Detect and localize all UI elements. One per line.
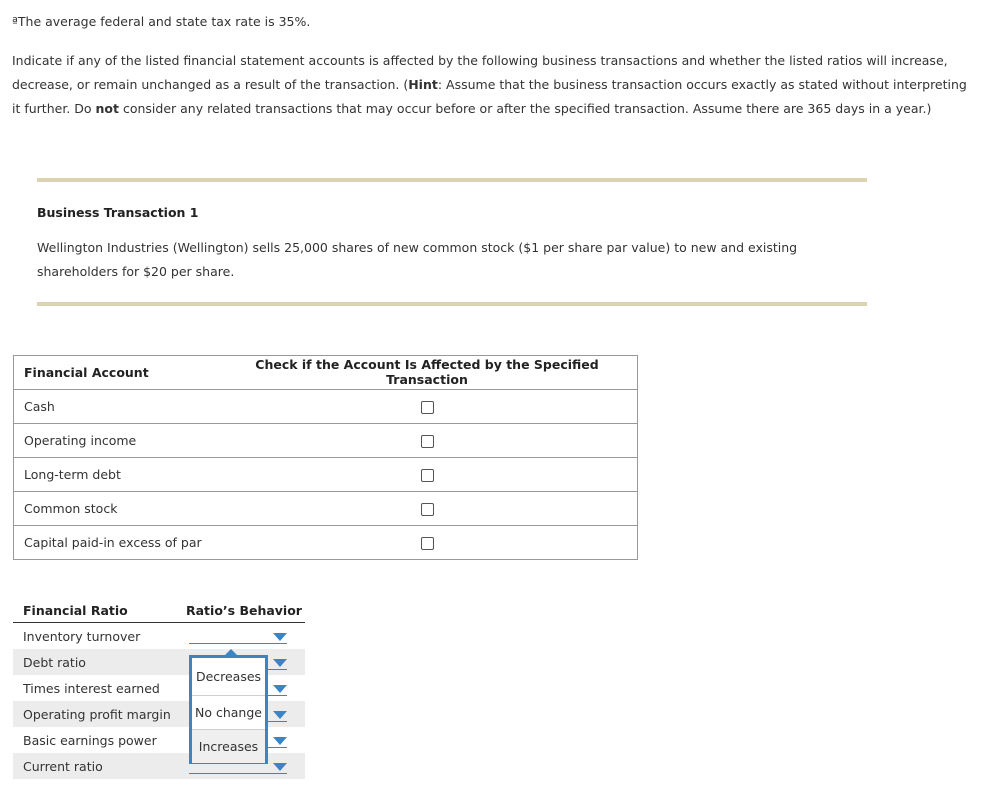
instructions — [12, 49, 972, 121]
not-word: not — [95, 101, 119, 116]
divider-bottom — [37, 302, 867, 306]
chevron-down-icon — [273, 633, 287, 641]
account-label: Cash — [14, 390, 218, 424]
table-row — [14, 390, 638, 424]
table-row — [14, 526, 638, 560]
ratio-label: Operating profit margin — [23, 707, 171, 722]
ratio-header: Financial Ratio — [23, 603, 128, 618]
option-increases[interactable]: Increases — [192, 730, 265, 763]
account-label: Capital paid-in excess of par — [14, 526, 218, 560]
affected-checkbox[interactable] — [421, 503, 434, 516]
table-row — [14, 492, 638, 526]
affected-checkbox[interactable] — [421, 537, 434, 550]
ratio-label: Debt ratio — [23, 655, 86, 670]
account-table — [13, 355, 638, 560]
chevron-down-icon — [273, 737, 287, 745]
account-label: Long-term debt — [14, 458, 218, 492]
ratio-label: Inventory turnover — [23, 629, 141, 644]
table-row — [14, 458, 638, 492]
account-header: Financial Account — [14, 356, 218, 390]
account-label: Common stock — [14, 492, 218, 526]
affected-checkbox[interactable] — [421, 401, 434, 414]
account-label: Operating income — [14, 424, 218, 458]
option-decreases[interactable]: Decreases — [195, 669, 262, 684]
behavior-dropdown[interactable] — [189, 627, 287, 644]
transaction-title: Business Transaction 1 — [37, 205, 199, 220]
ratio-label: Times interest earned — [23, 681, 160, 696]
check-header: Check if the Account Is Affected by the Specified Transaction — [217, 356, 638, 390]
intro-text-3: consider any related transactions that may occur before or after the specified transaction. Assume there are 365 days in a year.) — [118, 101, 932, 116]
option-no-change[interactable]: No change — [192, 695, 265, 730]
chevron-down-icon — [273, 711, 287, 719]
dropdown-popup — [189, 655, 268, 764]
divider-top — [37, 178, 867, 182]
ratio-row — [13, 623, 305, 649]
chevron-down-icon — [273, 685, 287, 693]
chevron-down-icon — [273, 763, 287, 771]
intro-text-1: Indicate if any of the listed financial statement accounts is affected by the following business transactions and whether the listed ratios will increase, decrease, or remain unchanged as a result of the transaction. ( — [12, 53, 948, 92]
transaction-text: Wellington Industries (Wellington) sells 25,000 shares of new common stock ($1 per share par value) to new and existing shareholders for $20 per share. — [37, 240, 798, 279]
ratio-label: Current ratio — [23, 759, 103, 774]
caret-up-icon — [225, 649, 237, 655]
behavior-header: Ratio’s Behavior — [186, 603, 302, 618]
hint-label: Hint — [408, 77, 438, 92]
affected-checkbox[interactable] — [421, 435, 434, 448]
table-row — [14, 424, 638, 458]
chevron-down-icon — [273, 659, 287, 667]
ratio-label: Basic earnings power — [23, 733, 157, 748]
footnote: ªThe average federal and state tax rate is 35%. — [12, 14, 311, 29]
affected-checkbox[interactable] — [421, 469, 434, 482]
intro-text-2: : Assume that the business transaction occurs exactly as stated without interpreting it further. Do — [12, 77, 967, 116]
